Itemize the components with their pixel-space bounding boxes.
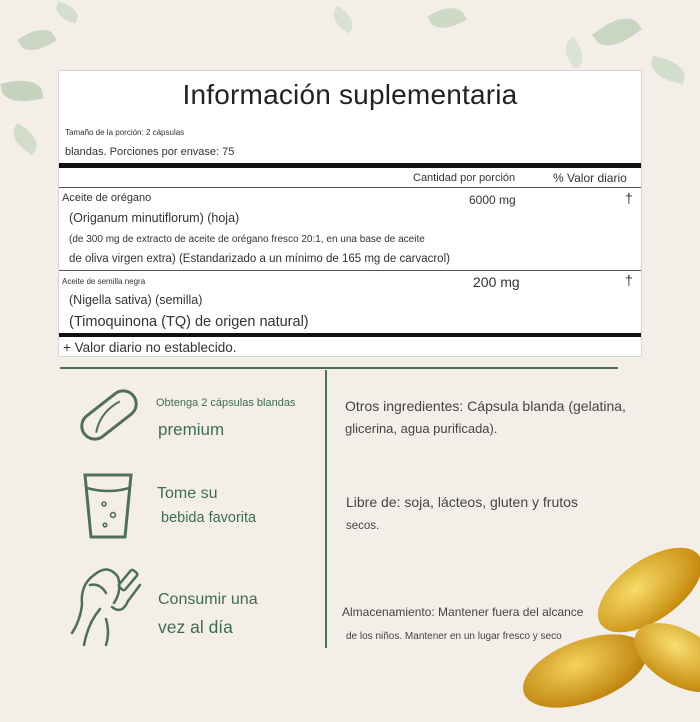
decorative-leaf	[8, 123, 43, 155]
row2-note: (Timoquinona (TQ) de origen natural)	[69, 314, 309, 330]
allergen-free-line1: Libre de: soja, lácteos, gluten y frutos	[346, 494, 578, 510]
allergen-free-line2: secos.	[346, 520, 380, 532]
row1-dv: †	[625, 190, 633, 206]
drink-feature-line2: bebida favorita	[161, 510, 257, 526]
header-divider	[59, 187, 641, 188]
row2-amount: 200 mg	[473, 274, 520, 290]
panel-title: Información suplementaria	[182, 79, 518, 110]
row1-sub: (Origanum minutiflorum) (hoja)	[69, 211, 240, 225]
softgel-capsule-icon	[74, 385, 144, 445]
other-ingredients-line1: Otros ingredientes: Cápsula blanda (gelatina,	[345, 398, 626, 414]
decorative-leaf	[592, 10, 642, 55]
capsule-feature-line1: Obtenga 2 cápsulas blandas	[156, 397, 296, 409]
capsule-feature-line2: premium	[158, 420, 225, 439]
section-divider-vertical	[325, 370, 327, 648]
supplement-facts-panel	[58, 70, 642, 357]
row2-sub: (Nigella sativa) (semilla)	[69, 293, 203, 307]
col-dv-header: % Valor diario	[553, 171, 627, 185]
once-feature-line1: Consumir una	[158, 591, 258, 608]
decorative-leaf	[0, 77, 43, 106]
decorative-leaf	[17, 23, 56, 57]
once-feature-line2: vez al día	[158, 617, 233, 637]
col-amount-header: Cantidad por porción	[413, 172, 516, 184]
servings-per-container-line: blandas. Porciones por envase: 75	[65, 146, 235, 158]
decorative-leaf	[53, 1, 81, 23]
serving-size-line: Tamaño de la porción: 2 cápsulas	[65, 128, 185, 137]
section-divider-horizontal	[60, 367, 618, 369]
decorative-leaf	[427, 2, 466, 34]
thick-rule	[59, 333, 641, 337]
row1-name: Aceite de orégano	[62, 192, 152, 204]
row-divider	[59, 270, 641, 271]
storage-line1: Almacenamiento: Mantener fuera del alcance	[342, 605, 584, 619]
row2-dv: †	[625, 272, 633, 288]
drinking-glass-icon	[80, 470, 136, 542]
woman-drinking-icon	[66, 563, 156, 648]
decorative-leaf	[328, 5, 358, 33]
storage-line2: de los niños. Mantener en un lugar fresco y seco	[346, 631, 562, 642]
row1-note1: (de 300 mg de extracto de aceite de orégano fresco 20:1, en una base de aceite	[69, 234, 425, 245]
decorative-leaf	[648, 56, 688, 85]
footnote: + Valor diario no establecido.	[63, 340, 237, 355]
row2-name: Aceite de semilla negra	[62, 277, 146, 286]
drink-feature-line1: Tome su	[157, 485, 218, 502]
decorative-leaf	[560, 37, 588, 69]
row1-amount: 6000 mg	[469, 193, 516, 207]
other-ingredients-line2: glicerina, agua purificada).	[345, 421, 498, 436]
thick-rule	[59, 163, 641, 168]
row1-note2: de oliva virgen extra) (Estandarizado a un mínimo de 165 mg de carvacrol)	[69, 253, 450, 265]
